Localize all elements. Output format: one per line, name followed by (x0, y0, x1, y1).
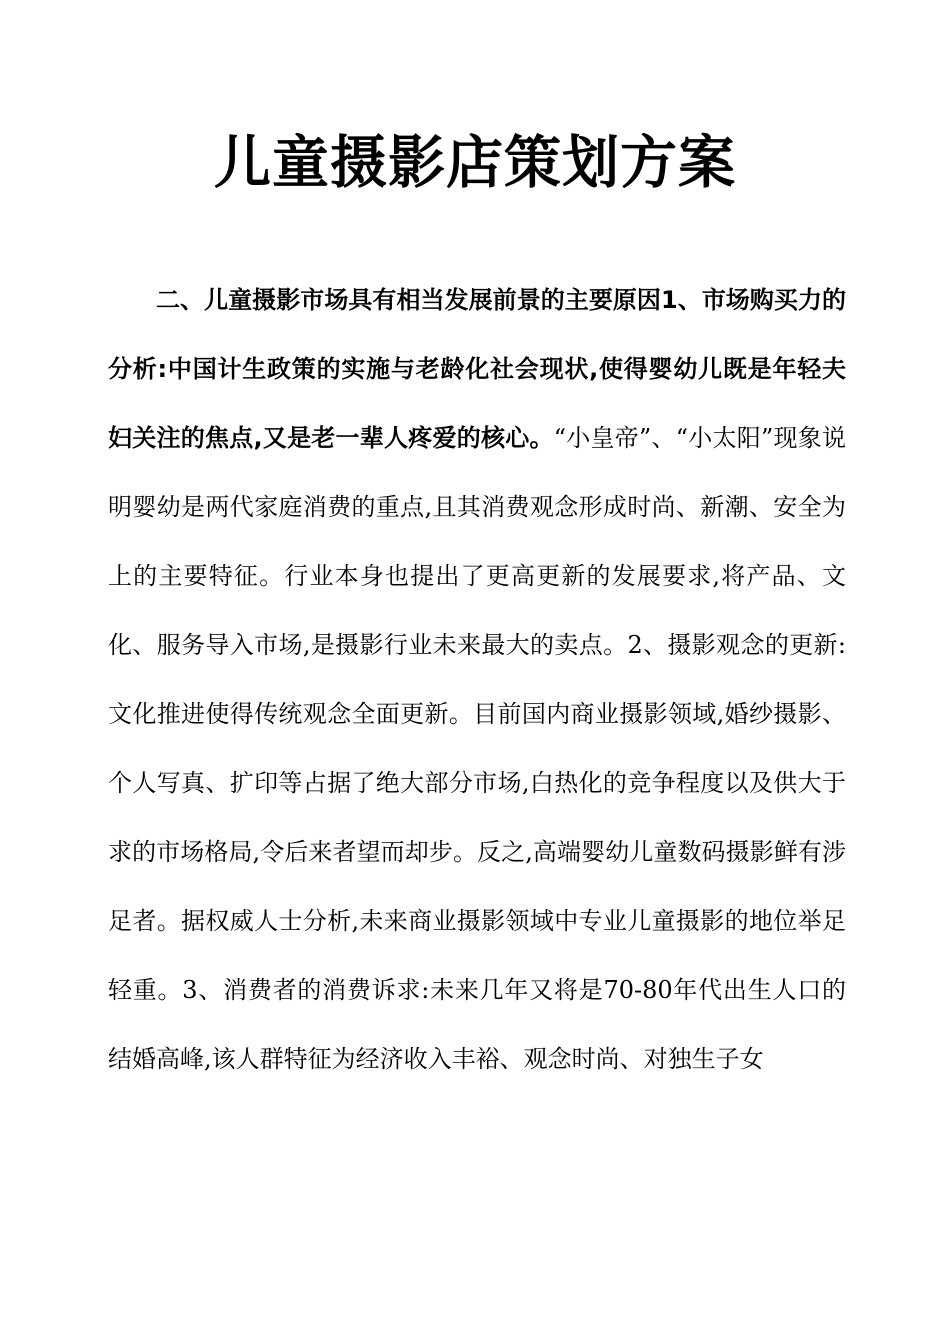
paragraph-regular-text: “小皇帝”、“小太阳”现象说明婴幼是两代家庭消费的重点,且其消费观念形成时尚、新潮、安全为上的主要特征。行业本身也提出了更高更新的发展要求,将产品、文化、服务导入市场,是摄影行业未来最大的卖点。2、摄影观念的更新:文化推进使得传统观念全面更新。目前国内商业摄影领域,婚纱摄影、个人写真、扩印等占据了绝大部分市场,白热化的竞争程度以及供大于求的市场格局,令后来者望而却步。反之,高端婴幼儿童数码摄影鲜有涉足者。据权威人士分析,未来商业摄影领域中专业儿童摄影的地位举足轻重。3、消费者的消费诉求:未来几年又将是70-80年代出生人口的结婚高峰,该人群特征为经济收入丰裕、观念时尚、对独生子女 (108, 424, 846, 1073)
document-title: 儿童摄影店策划方案 (214, 130, 736, 196)
body-paragraph (108, 266, 846, 1094)
paragraph-bold-text: 二、儿童摄影市场具有相当发展前景的主要原因1、市场购买力的分析:中国计生政策的实施与老龄化社会现状,使得婴幼儿既是年轻夫妇关注的焦点,又是老一辈人疼爱的核心。 (108, 286, 846, 452)
